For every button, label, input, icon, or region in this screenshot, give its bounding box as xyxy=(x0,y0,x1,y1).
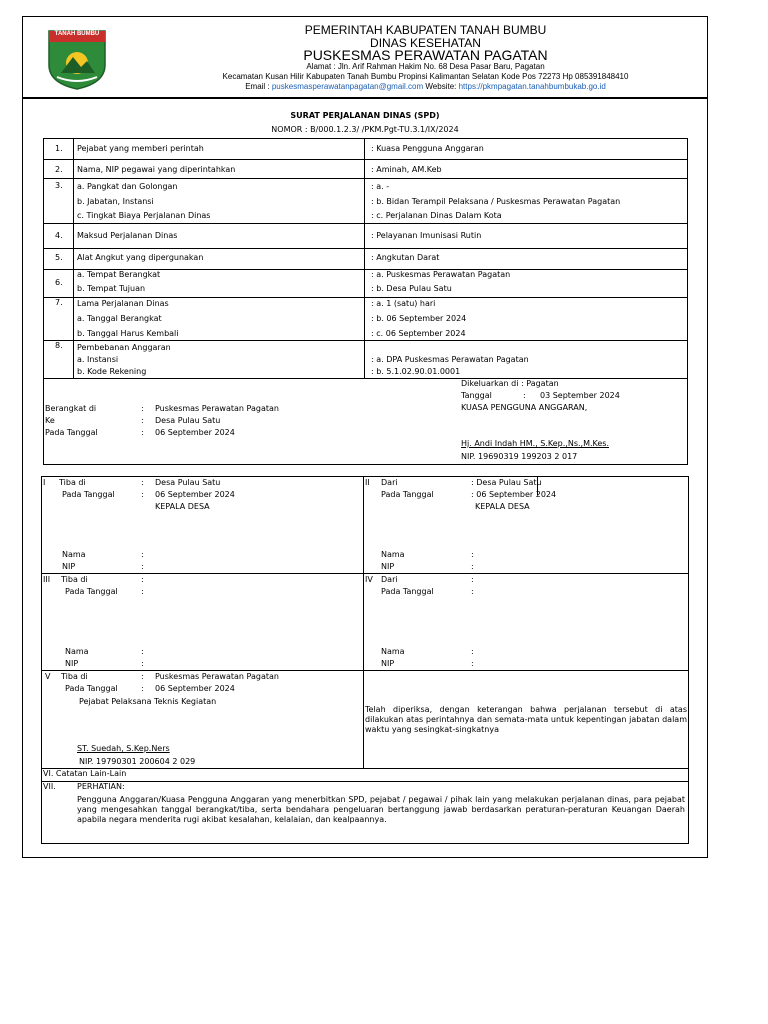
row1-no: 1. xyxy=(55,144,63,153)
row6-value-a: : a. Puskesmas Perawatan Pagatan xyxy=(371,270,511,279)
perhatian-no: VII. xyxy=(43,782,56,791)
section5-label: Tiba di xyxy=(61,672,88,681)
row8-value-b: : b. 5.1.02.90.01.0001 xyxy=(371,367,461,376)
section2-tgl-label: Pada Tanggal xyxy=(381,490,434,499)
kpa-title: KUASA PENGGUNA ANGGARAN, xyxy=(461,403,588,412)
row5-no: 5. xyxy=(55,253,63,262)
tanggal-label: Tanggal xyxy=(461,391,492,400)
section5-note: Telah diperiksa, dengan keterangan bahwa perjalanan tersebut di atas dilakukan atas perintahnya dan semata-mata untuk kepentingan jabatan dalam waktu yang sesingkat-singkatnya xyxy=(365,705,687,734)
dikeluarkan-di: Dikeluarkan di : Pagatan xyxy=(461,379,559,388)
perhatian-text: Pengguna Anggaran/Kuasa Pengguna Anggaran yang menerbitkan SPD, pejabat / pegawai / pihak lain yang melakukan perjalanan dinas, para pejabat yang mengesahkan tanggal berangkat/tiba, serta bendahara pengeluaran bertanggung jawab berdasarkan peraturan-peraturan Keuangan Daerah apabila negara menderita rugi akibat kesalahan, kelalaian, dan kealpaannya. xyxy=(77,795,685,824)
section1-no: I xyxy=(43,478,46,487)
row6-label-b: b. Tempat Tujuan xyxy=(77,284,146,293)
section1-tgl-label: Pada Tanggal xyxy=(62,490,115,499)
section5-tgl-value: 06 September 2024 xyxy=(155,684,235,693)
doc-nomor: NOMOR : B/000.1.2.3/ /PKM.Pgt-TU.3.1/IX/2024 xyxy=(271,125,459,134)
berangkat-label: Berangkat di xyxy=(45,404,97,413)
ke-value: Desa Pulau Satu xyxy=(155,416,221,425)
tgl-label: Pada Tanggal xyxy=(45,428,98,437)
header-contact xyxy=(153,82,698,91)
row4-label: Maksud Perjalanan Dinas xyxy=(77,231,178,240)
section5-value: Puskesmas Perawatan Pagatan xyxy=(155,672,279,681)
row7-value-c: : c. 06 September 2024 xyxy=(371,329,466,338)
row2-no: 2. xyxy=(55,165,63,174)
section2-nama: Nama xyxy=(381,550,405,559)
row8-no: 8. xyxy=(55,341,63,350)
row2-label: Nama, NIP pegawai yang diperintahkan xyxy=(77,165,236,174)
section5-tgl-label: Pada Tanggal xyxy=(65,684,118,693)
website-link[interactable]: https://pkmpagatan.tanahbumbukab.go.id xyxy=(458,82,606,91)
section3-no: III xyxy=(43,575,51,584)
row6-value-b: : b. Desa Pulau Satu xyxy=(371,284,452,293)
row5-label: Alat Angkut yang dipergunakan xyxy=(77,253,204,262)
section1-tgl-value: 06 September 2024 xyxy=(155,490,235,499)
section4-label: Dari xyxy=(381,575,398,584)
row7-no: 7. xyxy=(55,298,63,307)
row8-label-c: b. Kode Rekening xyxy=(77,367,147,376)
row3-value-c: : c. Perjalanan Dinas Dalam Kota xyxy=(371,211,502,220)
row8-value-a: : a. DPA Puskesmas Perawatan Pagatan xyxy=(371,355,529,364)
row8-label-b: a. Instansi xyxy=(77,355,119,364)
section2-value: : Desa Pulau Satu xyxy=(471,478,542,487)
row6-label-a: a. Tempat Berangkat xyxy=(77,270,161,279)
document-page: TANAH BUMBU PEMERINTAH KABUPATEN TANAH BUMBU DINAS KESEHATAN PUSKESMAS PERAWATAN PAGATAN Alamat : Jln. Arif Rahman Hakim No. 68 Desa Pasar Baru, Pagatan Kecamatan Kusan Hilir Kabupaten Tanah Bumbu Propinsi Kalimantan Selatan Kode Pos 72273 Hp 085391848410 Email : puskesmasperawatanpagatan@gmail.com Website: https://pkmpagatan.tanahbumbukab.go.id SURAT PERJALANAN DINAS (SPD) NOMOR : B/000.1.2.3/ /PKM.Pgt-TU.3.1/IX/2024 1. Pejabat yang memberi perintah : Kuasa Pengguna Anggaran 2. Nama, NIP pegawai yang diperintahkan : Aminah, AM.Keb 3. a. Pangkat dan Golongan b. Jabatan, Instansi c. Tingkat Biaya Perjalanan Dinas : a. - : b. Bidan Terampil Pelaksana / Puskesmas Perawatan Pagatan : c. Perjalanan Dinas Dalam Kota 4. Maksud Perjalanan Dinas : Pelayanan Imunisasi Rutin 5. Alat Angkut yang dipergunakan : Angkutan Darat 6. a. Tempat Berangkat b. Tempat Tujuan : a. Puskesmas Perawatan Pagatan : b. Desa Pulau Satu 7. Lama Perjalanan Dinas a. Tanggal Berangkat b. Tanggal Harus Kembali : a. 1 (satu) hari : b. 06 September 2024 : c. 06 September 2024 8. Pembebanan Anggaran a. Instansi b. Kode Rekening : a. DPA Puskesmas Perawatan Pagatan : b. 5.1.02.90.01.0001 Berangkat di : Puskesmas Perawatan Pagatan Ke : Desa Pulau Satu Pada Tanggal : 06 September 2024 Dikeluarkan di : Pagatan Tanggal : 03 September 2024 KUASA PENGGUNA ANGGARAN, Hj. Andi Indah HM., S.Kep.,Ns.,M.Kes. NIP. 19690319 199203 2 017 I Tiba di : Desa Pulau Satu Pada Tanggal : 06 September 2024 KEPALA DESA Nama : NIP : II Dari : Desa Pulau Satu Pada Tanggal : 06 September 2024 KEPALA DESA Nama : NIP : III Tiba di : Pada Tanggal : Nama : NIP : IV Dari : Pada Tanggal : Nama : NIP : V Tiba di : Puskesmas Perawatan Pagatan Pada Tanggal : 06 September 2024 Pejabat Pelaksana Teknis Kegiatan ST. Suedah, S.Kep.Ners NIP. 19790301 200604 2 029 Telah diperiksa, dengan keterangan bahwa perjalanan tersebut di atas dilakukan atas perintahnya dan semata-mata untuk kepentingan jabatan dalam waktu yang sesingkat-singkatnya VI. Catatan Lain-Lain VII. PERHATIAN: Pengguna Anggaran/Kuasa Pengguna Anggaran yang menerbitkan SPD, pejabat / pegawai / pihak lain yang melakukan perjalanan dinas, para pejabat yang mengesahkan tanggal berangkat/tiba, serta bendahara pengeluaran bertanggung jawab berdasarkan peraturan-peraturan Keuangan Daerah apabila negara menderita rugi akibat kesalahan, kelalaian, dan kealpaannya. xyxy=(22,16,708,858)
section3-label: Tiba di xyxy=(61,575,88,584)
section2-nip: NIP xyxy=(381,562,395,571)
section5-signer: ST. Suedah, S.Kep.Ners xyxy=(77,744,170,753)
row3-label-b: b. Jabatan, Instansi xyxy=(77,197,154,206)
row1-label: Pejabat yang memberi perintah xyxy=(77,144,204,153)
visit-grid xyxy=(41,476,689,844)
row3-label-a: a. Pangkat dan Golongan xyxy=(77,182,178,191)
row7-label-a: Lama Perjalanan Dinas xyxy=(77,299,169,308)
header-line3: PUSKESMAS PERAWATAN PAGATAN xyxy=(303,47,548,63)
section5-no: V xyxy=(45,672,51,681)
row3-value-b: : b. Bidan Terampil Pelaksana / Puskesmas Perawatan Pagatan xyxy=(371,197,621,206)
perhatian-title: PERHATIAN: xyxy=(77,782,125,791)
section1-kades: KEPALA DESA xyxy=(155,502,210,511)
section2-no: II xyxy=(365,478,370,487)
section4-nip: NIP xyxy=(381,659,395,668)
section5-nip: NIP. 19790301 200604 2 029 xyxy=(79,757,196,766)
section4-no: IV xyxy=(365,575,373,584)
section3-tgl-label: Pada Tanggal xyxy=(65,587,118,596)
logo-text: TANAH BUMBU xyxy=(54,31,100,37)
catatan-label: VI. Catatan Lain-Lain xyxy=(43,769,127,778)
website-label: Website: xyxy=(423,82,459,91)
section1-value: Desa Pulau Satu xyxy=(155,478,221,487)
section4-nama: Nama xyxy=(381,647,405,656)
section4-tgl-label: Pada Tanggal xyxy=(381,587,434,596)
row6-no: 6. xyxy=(55,278,63,287)
header-line2: DINAS KESEHATAN xyxy=(370,36,481,50)
header-address: Alamat : Jln. Arif Rahman Hakim No. 68 Desa Pasar Baru, Pagatan xyxy=(306,62,545,71)
row4-no: 4. xyxy=(55,231,63,240)
section3-nip: NIP xyxy=(65,659,79,668)
header-line1: PEMERINTAH KABUPATEN TANAH BUMBU xyxy=(304,23,547,37)
email-label: Email : xyxy=(245,82,272,91)
section1-nip: NIP xyxy=(62,562,76,571)
kpa-signer: Hj. Andi Indah HM., S.Kep.,Ns.,M.Kes. xyxy=(461,439,609,448)
row2-value: : Aminah, AM.Keb xyxy=(371,165,442,174)
row3-no: 3. xyxy=(55,181,63,190)
tanggal-value: 03 September 2024 xyxy=(540,391,620,400)
row3-value-a: : a. - xyxy=(371,182,390,191)
row1-value: : Kuasa Pengguna Anggaran xyxy=(371,144,484,153)
row7-value-b: : b. 06 September 2024 xyxy=(371,314,467,323)
email-link[interactable]: puskesmasperawatanpagatan@gmail.com xyxy=(271,82,424,91)
row5-value: : Angkutan Darat xyxy=(371,253,440,262)
row7-value-a: : a. 1 (satu) hari xyxy=(371,299,436,308)
row7-label-c: b. Tanggal Harus Kembali xyxy=(77,329,179,338)
section3-nama: Nama xyxy=(65,647,89,656)
section1-nama: Nama xyxy=(62,550,86,559)
kpa-nip: NIP. 19690319 199203 2 017 xyxy=(461,452,578,461)
row4-value: : Pelayanan Imunisasi Rutin xyxy=(371,231,482,240)
ke-label: Ke xyxy=(45,416,55,425)
tgl-value: 06 September 2024 xyxy=(155,428,235,437)
section2-tgl-value: : 06 September 2024 xyxy=(471,490,557,499)
berangkat-value: Puskesmas Perawatan Pagatan xyxy=(155,404,279,413)
section2-kades: KEPALA DESA xyxy=(475,502,530,511)
row7-label-b: a. Tanggal Berangkat xyxy=(77,314,162,323)
section1-label: Tiba di xyxy=(59,478,86,487)
doc-title: SURAT PERJALANAN DINAS (SPD) xyxy=(290,111,440,120)
row8-label-a: Pembebanan Anggaran xyxy=(77,343,171,352)
row3-label-c: c. Tingkat Biaya Perjalanan Dinas xyxy=(77,211,211,220)
header-address2: Kecamatan Kusan Hilir Kabupaten Tanah Bumbu Propinsi Kalimantan Selatan Kode Pos 72273 Hp 085391848410 xyxy=(222,72,629,81)
section2-label: Dari xyxy=(381,478,398,487)
section5-pejabat: Pejabat Pelaksana Teknis Kegiatan xyxy=(79,697,217,706)
header-divider xyxy=(23,97,707,99)
